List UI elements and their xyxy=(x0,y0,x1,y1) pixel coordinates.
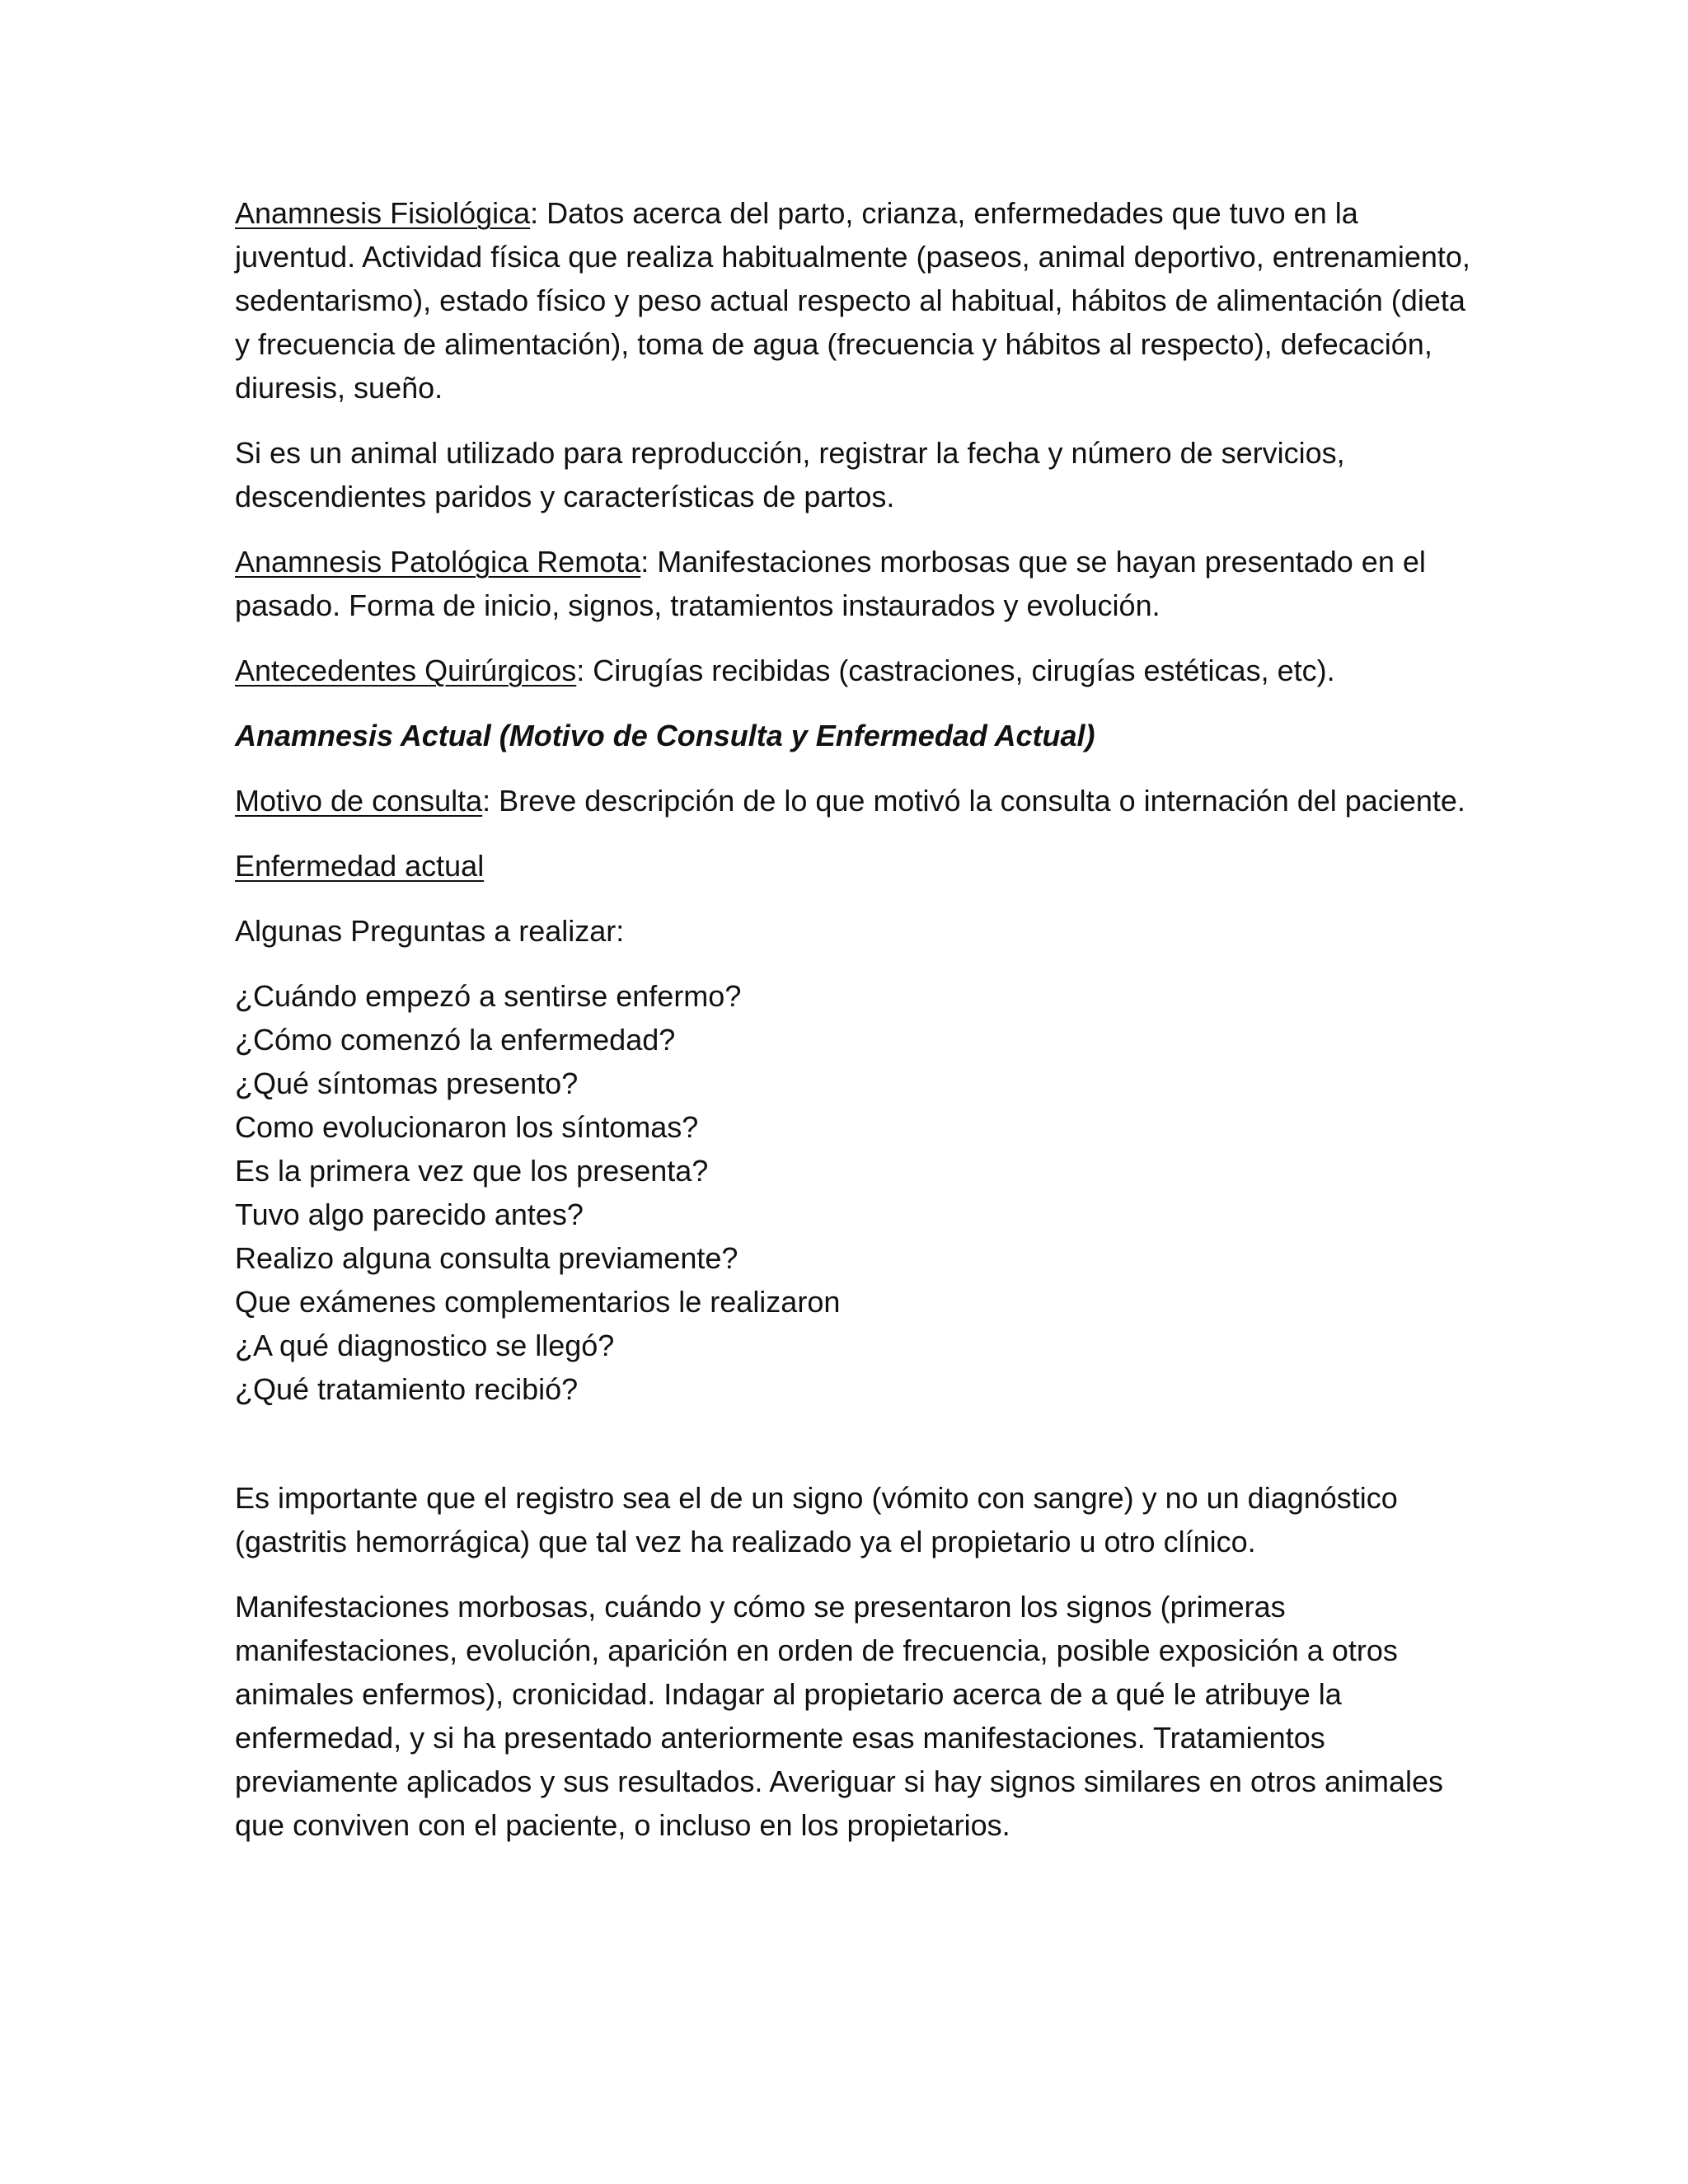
question-item: Como evolucionaron los síntomas? xyxy=(235,1110,699,1144)
paragraph-manifestaciones: Manifestaciones morbosas, cuándo y cómo se presentaron los signos (primeras manifestaciones, evolución, aparición en orden de frecuencia, posible exposición a otros animales enfermos), cronicidad. Indagar al propietario acerca de a qué le atribuye la enfermedad, y si ha presentado anteriormente esas manifestaciones. Tratamientos previamente aplicados y sus resultados. Averiguar si hay signos similares en otros animales que conviven con el paciente, o incluso en los propietarios. xyxy=(235,1590,1444,1842)
question-item: ¿Cuándo empezó a sentirse enfermo? xyxy=(235,979,742,1013)
text-motivo-de-consulta: : Breve descripción de lo que motivó la consulta o internación del paciente. xyxy=(482,784,1465,818)
term-antecedentes-quirurgicos: Antecedentes Quirúrgicos xyxy=(235,654,577,687)
paragraph-motivo-de-consulta xyxy=(235,779,1471,823)
question-item: ¿Cómo comenzó la enfermedad? xyxy=(235,1023,676,1057)
question-item: ¿Qué tratamiento recibió? xyxy=(235,1372,579,1406)
question-item: Que exámenes complementarios le realizaron xyxy=(235,1285,841,1319)
question-item: ¿Qué síntomas presento? xyxy=(235,1066,579,1100)
question-item: Tuvo algo parecido antes? xyxy=(235,1197,584,1231)
paragraph-reproduccion: Si es un animal utilizado para reproducción, registrar la fecha y número de servicios, descendientes paridos y características de partos. xyxy=(235,436,1345,513)
paragraph-anamnesis-fisiologica xyxy=(235,191,1471,410)
paragraph-preguntas-intro: Algunas Preguntas a realizar: xyxy=(235,914,625,948)
term-anamnesis-patologica-remota: Anamnesis Patológica Remota xyxy=(235,545,641,579)
paragraph-importante: Es importante que el registro sea el de un signo (vómito con sangre) y no un diagnóstico (gastritis hemorrágica) que tal vez ha realizado ya el propietario u otro clínico. xyxy=(235,1481,1398,1558)
paragraph-anamnesis-patologica-remota xyxy=(235,540,1471,627)
term-anamnesis-fisiologica: Anamnesis Fisiológica xyxy=(235,196,531,230)
question-list xyxy=(235,974,1471,1411)
question-item: Es la primera vez que los presenta? xyxy=(235,1154,709,1188)
text-anamnesis-fisiologica: : Datos acerca del parto, crianza, enfermedades que tuvo en la juventud. Actividad física que realiza habitualmente (paseos, animal deportivo, entrenamiento, sedentarismo), estado físico y peso actual respecto al habitual, hábitos de alimentación (dieta y frecuencia de alimentación), toma de agua (frecuencia y hábitos al respecto), defecación, diuresis, sueño. xyxy=(235,196,1470,405)
paragraph-enfermedad-actual xyxy=(235,844,1471,888)
text-anamnesis-patologica-remota: : Manifestaciones morbosas que se hayan presentado en el pasado. Forma de inicio, signos, tratamientos instaurados y evolución. xyxy=(235,545,1426,622)
term-motivo-de-consulta: Motivo de consulta xyxy=(235,784,483,818)
question-item: Realizo alguna consulta previamente? xyxy=(235,1241,738,1275)
text-antecedentes-quirurgicos: : Cirugías recibidas (castraciones, cirugías estéticas, etc). xyxy=(576,654,1335,687)
question-item: ¿A qué diagnostico se llegó? xyxy=(235,1329,615,1362)
term-enfermedad-actual: Enfermedad actual xyxy=(235,849,485,883)
heading-anamnesis-actual: Anamnesis Actual (Motivo de Consulta y Enfermedad Actual) xyxy=(235,719,1095,752)
paragraph-antecedentes-quirurgicos xyxy=(235,649,1471,692)
document-body xyxy=(235,191,1471,1868)
